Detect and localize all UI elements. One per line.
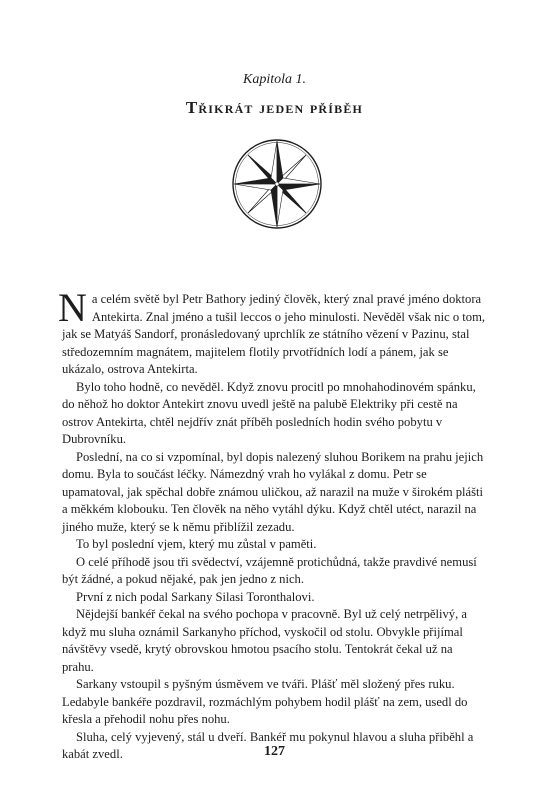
paragraph: To byl poslední vjem, který mu zůstal v paměti.: [76, 537, 317, 551]
page-number: 127: [264, 744, 285, 759]
chapter-label: Kapitola 1.: [242, 72, 306, 87]
paragraph: První z nich podal Sarkany Silasi Toronthalovi.: [76, 589, 315, 604]
paragraph: Sluha, celý vyjevený, stál u dveří. Bankéř mu pokynul hlavou a sluha přiběhl a kabát zvedl.: [62, 729, 474, 761]
paragraph: Bylo toho hodně, co nevěděl. Když znovu procitl po mnohahodinovém spánku, do něhož ho doktor Antekirt znovu uvedl ještě na palubě Elektriky při cestě na ostrov Antekirta, chtěl nejdřív znát příběh posledních hodin svého pobytu v Dubrovníku.: [62, 379, 476, 446]
drop-cap: N: [58, 285, 87, 330]
paragraph: Poslední, na co si vzpomínal, byl dopis nalezený sluhou Borikem na prahu jejich domu. Byla to součást léčky. Námezdný vrah ho vylákal z domu. Petr se upamatoval, jak spěchal dobře známou uličkou, až narazil na muže v širokém plášti a měkkém klobouku. Ten člověk na něho vytáhl dýku. Když chtěl utéct, narazil na jiného muže, který se k němu přiblížil zezadu.: [62, 449, 484, 534]
first-paragraph: [58, 285, 486, 379]
paragraph: Nějdejší bankéř čekal na svého pochopa v pracovně. Byl už celý netrpělivý, a když mu sluha oznámil Sarkanyho příchod, vyskočil od stolu. Obvykle přijímal návštěvy vsedě, krytý obrovskou hmotou psacího stolu. Tentokrát čekal už na prahu.: [62, 607, 467, 674]
paragraph: O celé příhodě jsou tři svědectví, vzájemně protichůdná, takže pravdivé nemusí být žádné, a pokud nějaké, pak jen jedno z nich.: [62, 554, 477, 586]
paragraph: Sarkany vstoupil s pyšným úsměvem ve tváři. Plášť měl složený přes ruku. Ledabyle bankéře pozdravil, rozmáchlým pohybem hodil plášť na zem, usedl do křesla a přehodil nohu přes nohu.: [62, 677, 468, 726]
chapter-title: Třikrát jeden příběh: [185, 98, 364, 117]
compass-rose-icon: [227, 134, 327, 234]
first-paragraph-text: a celém světě byl Petr Bathory jediný člověk, který znal pravé jméno doktora Antekirta. Znal jméno a tušil leccos o jeho minulosti. Nevěděl však nic o tom, jak se Matyáš Sandorf, pronásledovaný uprchlík ze státního vězení v Pazinu, stal středozemním magnátem, majitelem flotily prvotřídních lodí a pánem, jak se ukázalo, ostrova Antekirta.: [62, 292, 486, 376]
chapter-body: [58, 285, 486, 764]
